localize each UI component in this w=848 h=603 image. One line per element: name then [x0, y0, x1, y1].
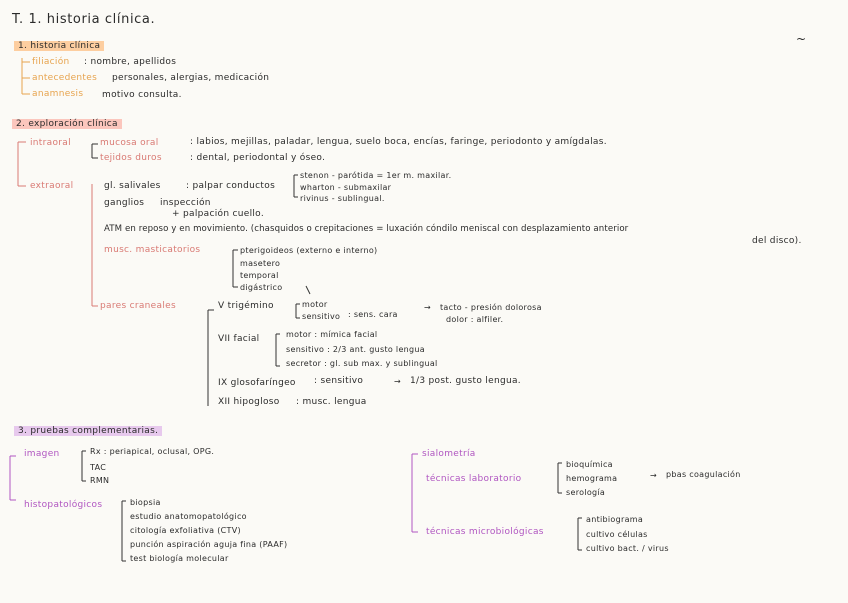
tejidos-text: : dental, periodontal y óseo. — [190, 153, 326, 163]
arrow-icon: → — [424, 303, 432, 312]
tejidos-label: tejidos duros — [100, 153, 162, 163]
ganglios-line2: + palpación cuello. — [172, 209, 264, 219]
laboratorio-label: técnicas laboratorio — [426, 474, 522, 484]
s1-row-label: filiación — [32, 57, 70, 67]
corner-mark: ~ — [796, 32, 807, 46]
imagen-item: Rx : periapical, oclusal, OPG. — [90, 447, 215, 456]
musculos-label: musc. masticatorios — [104, 245, 201, 255]
glandulas-item: wharton - submaxilar — [300, 183, 392, 192]
imagen-item: TAC — [90, 463, 107, 472]
hipogloso-text: : musc. lengua — [296, 397, 367, 407]
imagen-item: RMN — [90, 476, 110, 485]
sialometria-label: sialometría — [422, 449, 476, 459]
section-2-heading-text: 2. exploración clínica — [12, 119, 122, 129]
s1-row-label: anamnesis — [32, 89, 84, 99]
trigemino-tacto: tacto - presión dolorosa — [440, 303, 542, 312]
laboratorio-extra: pbas coagulación — [666, 470, 741, 479]
pares-label: pares craneales — [100, 301, 176, 311]
extraoral-label: extraoral — [30, 181, 74, 191]
trigemino-sens-text: : sens. cara — [348, 310, 398, 319]
laboratorio-item: hemograma — [566, 474, 618, 483]
imagen-label: imagen — [24, 449, 60, 459]
laboratorio-item: serología — [566, 488, 606, 497]
histo-item: test biología molecular — [130, 554, 229, 563]
s1-row-text: motivo consulta. — [102, 90, 182, 100]
laboratorio-item: bioquímica — [566, 460, 613, 469]
glosofaringeo-text: : sensitivo — [314, 376, 364, 386]
atm-line1: ATM en reposo y en movimiento. (chasquidos o crepitaciones = luxación cóndilo meniscal con desplazamiento anterior — [104, 224, 629, 234]
glandulas-label: gl. salivales — [104, 181, 161, 191]
microbiologicas-label: técnicas microbiológicas — [426, 527, 544, 537]
trigemino-dolor: dolor : alfiler. — [446, 315, 504, 324]
arrow-icon: → — [394, 377, 402, 386]
glandulas-text: : palpar conductos — [186, 181, 276, 191]
ganglios-label: ganglios — [104, 198, 145, 208]
facial-item: secretor : gl. sub max. y sublingual — [286, 359, 438, 368]
s1-row-text: : nombre, apellidos — [84, 57, 177, 67]
glandulas-item: stenon - parótida = 1er m. maxilar. — [300, 171, 452, 180]
histopatologicos-label: histopatológicos — [24, 500, 103, 510]
trigemino-label: V trigémino — [218, 301, 274, 311]
musculo-item: masetero — [240, 259, 281, 268]
glosofaringeo-extra: 1/3 post. gusto lengua. — [410, 376, 521, 386]
trigemino-sensitivo: sensitivo — [302, 312, 341, 321]
trigemino-motor: motor — [302, 300, 328, 309]
mucosa-text: : labios, mejillas, paladar, lengua, suelo boca, encías, faringe, periodonto y amígdalas. — [190, 137, 607, 147]
micro-item: antibiograma — [586, 515, 644, 524]
glosofaringeo-label: IX glosofaríngeo — [218, 378, 296, 388]
section-1-heading — [14, 41, 104, 52]
atm-line2: del disco). — [752, 236, 802, 246]
s1-row-text: personales, alergias, medicación — [112, 73, 270, 83]
facial-item: sensitivo : 2/3 ant. gusto lengua — [286, 345, 425, 354]
s1-row-label: antecedentes — [32, 73, 98, 83]
page-title: T. 1. historia clínica. — [12, 12, 156, 27]
facial-label: VII facial — [218, 334, 260, 344]
musculo-item: digástrico — [240, 283, 283, 292]
histo-item: punción aspiración aguja fina (PAAF) — [130, 540, 288, 549]
glandulas-item: rivinus - sublingual. — [300, 194, 385, 203]
mucosa-label: mucosa oral — [100, 138, 159, 148]
musculo-item: pterigoideos (externo e interno) — [240, 246, 378, 255]
section-2-heading — [12, 119, 122, 130]
histo-item: biopsia — [130, 498, 161, 507]
musculo-item: temporal — [240, 271, 279, 280]
section-3-heading — [14, 426, 162, 437]
ganglios-line1: inspección — [160, 198, 211, 208]
facial-item: motor : mímica facial — [286, 330, 378, 339]
histo-item: estudio anatomopatológico — [130, 512, 247, 521]
micro-item: cultivo bact. / virus — [586, 544, 669, 553]
section-1-heading-text: 1. historia clínica — [14, 41, 104, 51]
arrow-icon: → — [650, 471, 658, 480]
histo-item: citología exfoliativa (CTV) — [130, 526, 241, 535]
section-3-heading-text: 3. pruebas complementarias. — [14, 426, 162, 436]
micro-item: cultivo células — [586, 530, 648, 539]
intraoral-label: intraoral — [30, 138, 71, 148]
hipogloso-label: XII hipogloso — [218, 397, 280, 407]
